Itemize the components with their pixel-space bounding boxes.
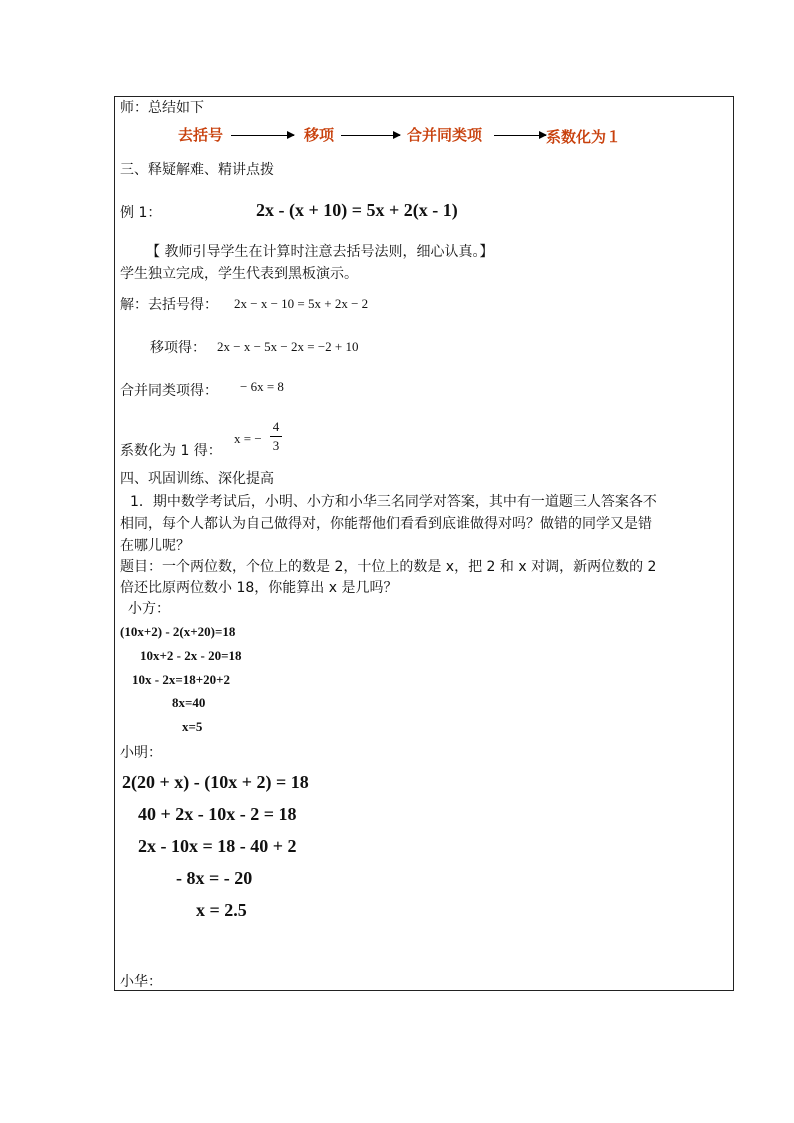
xiaoming-step2: 40 + 2x - 10x - 2 = 18: [138, 804, 297, 824]
xiaoming-label: 小明：: [120, 745, 162, 761]
example-equation: 2x - (x + 10) = 5x + 2(x - 1): [256, 200, 458, 220]
teacher-summary: 师：总结如下: [120, 100, 204, 116]
question1-line3: 在哪儿呢？: [120, 538, 190, 554]
coef-equation-lhs: x = −: [234, 431, 262, 446]
xiaoming-step3: 2x - 10x = 18 - 40 + 2: [138, 836, 297, 856]
xiaoming-step1: 2(20 + x) - (10x + 2) = 18: [122, 772, 309, 792]
fraction-four-thirds: [270, 419, 282, 454]
xiaofang-step3: 10x - 2x=18+20+2: [132, 672, 231, 687]
coef-label: 系数化为 1 得：: [120, 443, 222, 459]
step-normalize-coefficient: 系数化为１: [546, 128, 622, 146]
step-remove-brackets: 去括号: [178, 126, 224, 144]
xiaofang-label: 小方：: [128, 601, 170, 617]
question1-line1: 1．期中数学考试后，小明、小方和小华三名同学对答案，其中有一道题三人答案各不: [130, 494, 657, 510]
teacher-guide-note: 【 教师引导学生在计算时注意去括号法则，细心认真。】: [146, 244, 494, 260]
fraction-numerator: 4: [272, 419, 280, 434]
question1-line2: 相同，每个人都认为自己做得对，你能帮他们看看到底谁做得对吗？做错的同学又是错: [120, 516, 652, 532]
arrow-right-icon: [341, 135, 400, 136]
xiaofang-step4: 8x=40: [172, 695, 206, 710]
combine-label: 合并同类项得：: [120, 383, 218, 399]
xiaofang-step2: 10x+2 - 2x - 20=18: [140, 648, 242, 663]
fraction-bar: [270, 436, 282, 437]
solution-label: 解：去括号得：: [120, 297, 218, 313]
student-note: 学生独立完成，学生代表到黑板演示。: [120, 266, 358, 282]
solution-step1-equation: 2x − x − 10 = 5x + 2x − 2: [234, 296, 369, 311]
combine-equation: − 6x = 8: [240, 379, 284, 394]
xiaohua-label: 小华：: [120, 974, 162, 990]
step-combine-like-terms: 合并同类项: [407, 126, 483, 144]
arrow-right-icon: [231, 135, 294, 136]
move-terms-label: 移项得：: [150, 340, 206, 356]
problem-line2: 倍还比原两位数小 18，你能算出 x 是几吗？: [120, 580, 398, 596]
xiaofang-step5: x=5: [182, 719, 203, 734]
section3-heading: 三、释疑解难、精讲点拨: [120, 162, 274, 178]
problem-line1: 题目：一个两位数，个位上的数是 2，十位上的数是 x，把 2 和 x 对调，新两位数的 2: [120, 559, 657, 575]
fraction-denominator: 3: [272, 438, 280, 453]
example-label: 例 1：: [120, 205, 162, 221]
section4-heading: 四、巩固训练、深化提高: [120, 471, 274, 487]
move-terms-equation: 2x − x − 5x − 2x = −2 + 10: [217, 339, 359, 354]
xiaofang-step1: (10x+2) - 2(x+20)=18: [120, 624, 236, 639]
arrow-right-icon: [494, 135, 546, 136]
step-move-terms: 移项: [304, 126, 335, 144]
xiaoming-step5: x = 2.5: [196, 900, 247, 920]
xiaoming-step4: - 8x = - 20: [176, 868, 253, 888]
